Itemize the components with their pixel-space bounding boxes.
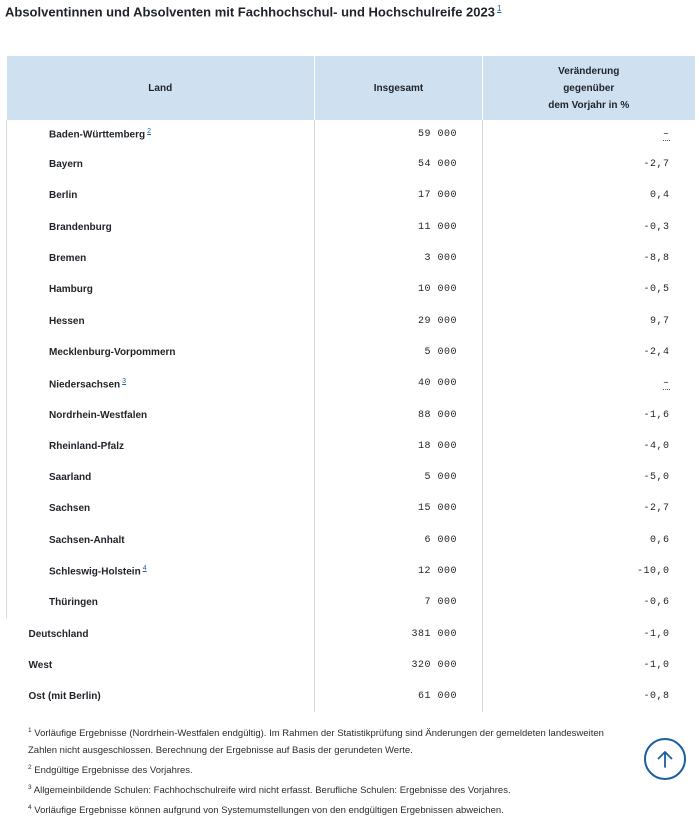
change-cell [483,556,695,587]
header-insgesamt: Insgesamt [315,56,483,120]
footnote-text: Endgültige Ergebnisse des Vorjahres. [34,765,193,777]
change-cell [483,399,695,430]
change-cell [483,587,695,618]
insgesamt-cell: 381 000 [315,618,483,649]
title-footnote-link[interactable]: 1 [496,4,502,13]
table-row [7,305,695,336]
table-row [7,368,695,399]
change-cell [483,431,695,462]
land-name: Sachsen-Anhalt [49,534,125,546]
header-veraenderung-line-2: gegenüber [563,82,615,94]
region-cell: Ost (mit Berlin) [28,691,101,703]
footnote-text: Vorläufige Ergebnisse können aufgrund von Systemumstellungen von den endgültigen Ergebnissen abweichen. [34,805,504,817]
land-name: Rheinland-Pfalz [49,440,125,452]
data-table [6,56,695,712]
change-value: – [662,128,670,140]
insgesamt-cell: 6 000 [315,525,483,556]
insgesamt-cell: 5 000 [315,462,483,493]
land-cell [7,556,315,587]
footnotes [28,722,628,820]
insgesamt-cell: 88 000 [315,399,483,430]
table-body [7,120,695,712]
footnote-item [28,779,628,799]
region-cell: West [28,659,53,671]
change-cell [483,368,695,399]
table-row [7,120,695,149]
table-row [7,149,695,180]
land-cell [7,493,315,524]
table-header-row [7,56,695,120]
land-cell [7,462,315,493]
change-value: -0,3 [643,221,670,233]
land-cell [7,525,315,556]
change-value: -2,7 [643,159,670,171]
change-cell [483,274,695,305]
land-cell [7,368,315,399]
insgesamt-cell: 15 000 [315,493,483,524]
land-name: Nordrhein-Westfalen [49,409,148,421]
land-cell [7,587,315,618]
land-name: Schleswig-Holstein [49,566,141,578]
table-row [7,337,695,368]
footnote-link[interactable]: 3 [122,377,127,385]
total-row [7,618,695,649]
total-row [7,650,695,681]
change-value: -8,8 [643,253,670,265]
land-name: Hamburg [49,284,93,296]
land-cell [7,399,315,430]
change-cell [483,180,695,211]
insgesamt-cell: 59 000 [315,120,483,149]
insgesamt-cell: 10 000 [315,274,483,305]
region-cell: Deutschland [28,628,89,640]
change-cell [483,525,695,556]
insgesamt-cell: 11 000 [315,212,483,243]
footnote-item [28,759,628,779]
arrow-up-icon [655,749,675,769]
back-to-top-button[interactable] [644,738,686,780]
table-row [7,180,695,211]
table-row [7,493,695,524]
insgesamt-cell: 54 000 [315,149,483,180]
land-name: Bremen [49,253,87,265]
table-row [7,462,695,493]
land-name: Thüringen [49,597,98,609]
land-name: Bayern [49,159,83,171]
table-row [7,274,695,305]
change-value: -1,6 [643,409,670,421]
footnote-link[interactable]: 4 [142,565,147,573]
change-cell [483,305,695,336]
change-cell [483,462,695,493]
land-cell [7,337,315,368]
insgesamt-cell: 7 000 [315,587,483,618]
change-value: -4,0 [643,440,670,452]
change-cell: -1,0 [483,618,695,649]
change-cell [483,212,695,243]
footnote-number: 3 [28,784,32,792]
footnote-link[interactable]: 2 [147,128,152,136]
land-name: Saarland [49,472,92,484]
change-value: -5,0 [643,472,670,484]
table-row [7,243,695,274]
land-name: Hessen [49,315,85,327]
change-value: 9,7 [649,315,670,327]
header-land: Land [7,56,315,120]
total-row [7,681,695,712]
land-cell [7,180,315,211]
land-name: Berlin [49,190,78,202]
change-cell [483,243,695,274]
table-row [7,556,695,587]
land-cell [7,305,315,336]
table-row [7,431,695,462]
header-veraenderung-line-3: dem Vorjahr in % [548,99,630,111]
change-value: -2,4 [643,346,670,358]
land-name: Mecklenburg-Vorpommern [49,346,176,358]
footnote-number: 1 [28,727,32,734]
land-name: Niedersachsen [49,378,121,390]
footnote-text: Vorläufige Ergebnisse (Nordrhein-Westfalen endgültig). Im Rahmen der Statistikprüfung sind Änderungen der gemeldeten landesweiten Zahlen nicht ausgeschlossen. Berechnung der Ergebnisse auf Basis der gerundeten Werte. [28,728,604,757]
table-row [7,212,695,243]
change-value: 0,4 [649,190,670,202]
footnote-number: 2 [28,764,32,772]
land-cell [7,243,315,274]
change-value: – [662,377,670,389]
insgesamt-cell: 320 000 [315,650,483,681]
land-cell [7,149,315,180]
footnote-item [28,722,628,759]
change-value: 0,6 [649,534,670,546]
change-value: -0,5 [643,284,670,296]
land-name: Brandenburg [49,221,112,233]
change-cell: -1,0 [483,650,695,681]
insgesamt-cell: 40 000 [315,368,483,399]
insgesamt-cell: 29 000 [315,305,483,336]
insgesamt-cell: 3 000 [315,243,483,274]
table-row [7,525,695,556]
header-veraenderung-line-1: Veränderung [558,65,620,77]
land-name: Baden-Württemberg [49,129,146,141]
land-cell [7,120,315,149]
insgesamt-cell: 18 000 [315,431,483,462]
table-title-text: Absolventinnen und Absolventen mit Fachhochschul- und Hochschulreife 2023 [5,4,495,20]
change-cell [483,337,695,368]
land-cell [7,212,315,243]
change-value: -0,6 [643,597,670,609]
insgesamt-cell: 12 000 [315,556,483,587]
change-cell [483,493,695,524]
change-value: -2,7 [643,503,670,515]
change-cell [483,149,695,180]
table-row [7,587,695,618]
table-title [5,4,501,19]
footnote-number: 4 [28,804,32,812]
land-cell [7,274,315,305]
insgesamt-cell: 61 000 [315,681,483,712]
footnote-item [28,799,628,819]
insgesamt-cell: 5 000 [315,337,483,368]
insgesamt-cell: 17 000 [315,180,483,211]
header-veraenderung [483,56,695,120]
table-row [7,399,695,430]
footnote-text: Allgemeinbildende Schulen: Fachhochschulreife wird nicht erfasst. Berufliche Schulen: Ergebnisse des Vorjahres. [33,785,511,797]
land-cell [7,431,315,462]
change-cell [483,120,695,149]
change-value: -10,0 [636,566,670,577]
land-name: Sachsen [49,503,91,515]
change-cell: -0,8 [483,681,695,712]
